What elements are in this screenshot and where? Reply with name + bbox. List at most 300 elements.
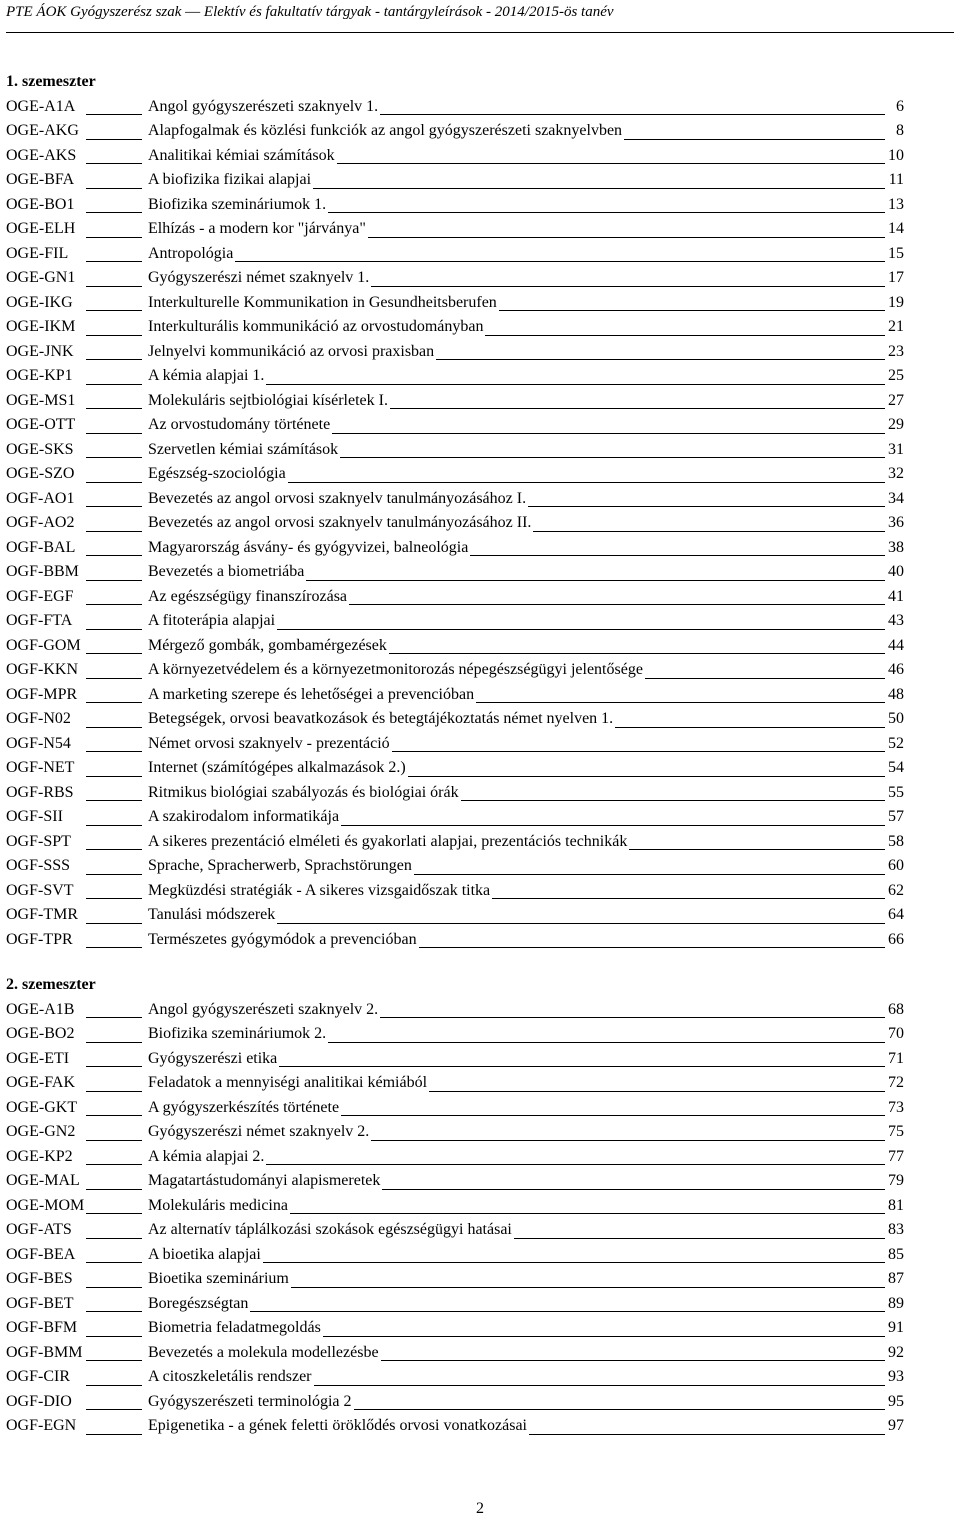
leader-line (380, 114, 885, 115)
code-underline (86, 335, 142, 336)
course-title: Német orvosi szaknyelv - prezentáció (148, 734, 390, 752)
course-title: Gyógyszerészi etika (148, 1049, 278, 1067)
code-underline (86, 1360, 142, 1361)
course-title: Betegségek, orvosi beavatkozások és betegtájékoztatás német nyelven 1. (148, 710, 614, 727)
page-ref: 70 (888, 1025, 904, 1042)
toc-entry (6, 1365, 904, 1390)
leader-line (390, 408, 885, 409)
leader-line (528, 506, 885, 507)
page-ref: 95 (888, 1392, 904, 1410)
toc-entry (6, 585, 904, 610)
toc-entry (6, 1267, 904, 1292)
leader-line (381, 1360, 885, 1361)
toc-entry (6, 1047, 904, 1072)
course-title: A marketing szerepe és lehetőségei a prevencióban (148, 685, 475, 703)
course-title: Magyarország ásvány- és gyógyvizei, balneológia (148, 538, 469, 556)
code-underline (86, 629, 142, 630)
page-ref: 46 (888, 661, 904, 678)
course-code: OGF-ATS (6, 1221, 72, 1238)
page-ref: 54 (888, 759, 904, 776)
leader-line (514, 1238, 885, 1239)
course-code: OGF-GOM (6, 636, 81, 654)
toc-entry (6, 1243, 904, 1268)
toc-entry (6, 1341, 904, 1366)
leader-line (277, 629, 885, 630)
code-underline (86, 384, 142, 385)
code-underline (86, 898, 142, 899)
course-title: Antropológia (148, 244, 234, 262)
course-title: Molekuláris sejtbiológiai kísérletek I. (148, 391, 388, 409)
page-ref: 66 (888, 930, 904, 948)
course-code: OGE-FAK (6, 1074, 76, 1091)
code-underline (86, 310, 142, 311)
page-ref: 64 (888, 906, 904, 923)
page-ref: 17 (888, 269, 904, 286)
page-ref: 73 (888, 1098, 904, 1116)
code-underline (86, 1164, 142, 1165)
toc-entry (6, 609, 904, 634)
course-code: OGF-NET (6, 759, 75, 776)
course-code: OGE-OTT (6, 416, 76, 433)
toc-entry (6, 1071, 904, 1096)
page-ref: 40 (888, 563, 904, 580)
leader-line (266, 384, 885, 385)
course-title: Az alternatív táplálkozási szokások egészségügyi hatásai (148, 1221, 512, 1238)
toc-entry (6, 413, 904, 438)
course-title: Biofizika szemináriumok 2. (148, 1025, 327, 1042)
toc-entry (6, 634, 904, 659)
toc-entry (6, 242, 904, 267)
course-title: Egészség-szociológia (148, 465, 286, 482)
leader-line (389, 653, 885, 654)
leader-line (392, 751, 885, 752)
course-title: A gyógyszerkészítés története (148, 1098, 340, 1116)
toc-entry (6, 903, 904, 928)
course-title: A biofizika fizikai alapjai (148, 171, 312, 188)
page-ref: 13 (888, 195, 904, 213)
code-underline (86, 604, 142, 605)
page-ref: 58 (888, 832, 904, 850)
page-ref: 41 (888, 587, 904, 605)
toc-entry (6, 756, 904, 781)
leader-line (337, 163, 885, 164)
code-underline (86, 1385, 142, 1386)
leader-line (340, 457, 885, 458)
leader-line (492, 898, 885, 899)
course-title: A sikeres prezentáció elméleti és gyakorlati alapjai, prezentációs technikák (148, 832, 628, 850)
code-underline (86, 874, 142, 875)
code-underline (86, 1336, 142, 1337)
code-underline (86, 825, 142, 826)
page-ref: 8 (896, 122, 904, 139)
page-ref: 79 (888, 1172, 904, 1189)
page-ref: 29 (888, 416, 904, 433)
course-code: OGE-MAL (6, 1172, 80, 1189)
page-ref: 97 (888, 1417, 904, 1434)
course-code: OGE-AKG (6, 122, 79, 139)
course-title: Szervetlen kémiai számítások (148, 440, 339, 458)
code-underline (86, 482, 142, 483)
page-ref: 34 (888, 489, 904, 507)
toc-entry (6, 1390, 904, 1415)
page-ref: 89 (888, 1294, 904, 1312)
page-ref: 81 (888, 1196, 904, 1214)
page-ref: 14 (888, 220, 904, 237)
code-underline (86, 849, 142, 850)
leader-line (341, 1115, 885, 1116)
code-underline (86, 408, 142, 409)
toc-entry (6, 291, 904, 316)
document-header: PTE ÁOK Gyógyszerész szak ― Elektív és fakultatív tárgyak - tantárgyleírások - 2014/2015-ös tanév (6, 4, 614, 20)
toc-entry (6, 364, 904, 389)
course-code: OGF-EGN (6, 1417, 77, 1434)
course-title: Boregészségtan (148, 1294, 249, 1312)
course-title: Molekuláris medicina (148, 1196, 288, 1214)
course-code: OGF-MPR (6, 685, 78, 703)
page-ref: 11 (888, 171, 904, 188)
code-underline (86, 1434, 142, 1435)
page-number: 2 (476, 1500, 484, 1517)
leader-line (354, 1409, 886, 1410)
course-code: OGF-TMR (6, 906, 79, 923)
course-code: OGE-KP1 (6, 367, 73, 384)
leader-line (408, 776, 885, 777)
toc-entry (6, 732, 904, 757)
course-title: Bevezetés az angol orvosi szaknyelv tanulmányozásához I. (148, 489, 527, 507)
course-code: OGF-SII (6, 808, 63, 825)
toc-entry (6, 560, 904, 585)
code-underline (86, 114, 142, 115)
toc-entry (6, 1096, 904, 1121)
code-underline (86, 1409, 142, 1410)
page-ref: 31 (888, 440, 904, 458)
code-underline (86, 1189, 142, 1190)
code-underline (86, 1238, 142, 1239)
leader-line (306, 580, 885, 581)
leader-line (470, 555, 885, 556)
page-ref: 91 (888, 1319, 904, 1336)
page-ref: 62 (888, 881, 904, 899)
page-ref: 10 (888, 146, 904, 164)
code-underline (86, 1042, 142, 1043)
code-underline (86, 433, 142, 434)
code-underline (86, 531, 142, 532)
table-of-contents (6, 70, 904, 1460)
toc-entry (6, 683, 904, 708)
leader-line (279, 1066, 885, 1067)
leader-line (371, 1140, 885, 1141)
page-ref: 57 (888, 808, 904, 825)
page-ref: 21 (888, 318, 904, 335)
leader-line (291, 1287, 885, 1288)
page-ref: 93 (888, 1368, 904, 1385)
leader-line (250, 1311, 885, 1312)
semester-section (6, 70, 904, 952)
code-underline (86, 800, 142, 801)
course-code: OGF-SSS (6, 857, 71, 874)
code-underline (86, 1091, 142, 1092)
course-title: Ritmikus biológiai szabályozás és biológiai órák (148, 783, 459, 801)
code-underline (86, 1213, 142, 1214)
semester-title: 1. szemeszter (6, 73, 96, 90)
course-code: OGE-ETI (6, 1049, 70, 1067)
course-title: Tanulási módszerek (148, 906, 276, 923)
course-title: Jelnyelvi kommunikáció az orvosi praxisban (148, 342, 435, 360)
course-title: Gyógyszerészeti terminológia 2 (148, 1392, 352, 1410)
toc-entry (6, 340, 904, 365)
course-title: Természetes gyógymódok a prevencióban (148, 930, 417, 948)
course-title: Bevezetés az angol orvosi szaknyelv tanulmányozásához II. (148, 514, 532, 531)
leader-line (429, 1091, 885, 1092)
code-underline (86, 555, 142, 556)
course-code: OGE-FIL (6, 244, 69, 262)
course-title: A citoszkeletális rendszer (148, 1368, 312, 1385)
course-code: OGF-BAL (6, 538, 76, 556)
course-code: OGF-AO2 (6, 514, 75, 531)
code-underline (86, 678, 142, 679)
toc-entry (6, 830, 904, 855)
leader-line (629, 849, 885, 850)
course-title: A környezetvédelem és a környezetmonitorozás népegészségügyi jelentősége (148, 661, 643, 678)
course-code: OGE-IKG (6, 293, 73, 311)
toc-entry (6, 511, 904, 536)
toc-entry (6, 217, 904, 242)
toc-entry (6, 95, 904, 120)
course-code: OGE-KP2 (6, 1147, 73, 1165)
leader-line (533, 531, 885, 532)
page-ref: 50 (888, 710, 904, 727)
page-ref: 60 (888, 857, 904, 874)
leader-line (290, 1213, 885, 1214)
course-code: OGF-N54 (6, 734, 71, 752)
code-underline (86, 188, 142, 189)
code-underline (86, 1311, 142, 1312)
leader-line (314, 1385, 886, 1386)
course-code: OGE-SZO (6, 465, 75, 482)
course-title: Bioetika szeminárium (148, 1270, 289, 1287)
course-code: OGF-BFM (6, 1319, 78, 1336)
page-ref: 83 (888, 1221, 904, 1238)
course-code: OGF-SPT (6, 832, 71, 850)
code-underline (86, 1287, 142, 1288)
course-code: OGE-JNK (6, 342, 74, 360)
course-title: Angol gyógyszerészeti szaknyelv 2. (148, 1000, 379, 1018)
toc-entry (6, 1022, 904, 1047)
page-ref: 6 (896, 97, 904, 115)
header-divider (6, 32, 954, 33)
course-title: A kémia alapjai 1. (148, 367, 265, 384)
code-underline (86, 653, 142, 654)
code-underline (86, 1262, 142, 1263)
toc-entry (6, 315, 904, 340)
course-code: OGE-AKS (6, 146, 77, 164)
page-ref: 71 (888, 1049, 904, 1067)
course-title: Magatartástudományi alapismeretek (148, 1172, 381, 1189)
leader-line (615, 727, 885, 728)
page-ref: 36 (888, 514, 904, 531)
page-ref: 77 (888, 1147, 904, 1165)
course-code: OGF-SVT (6, 881, 74, 899)
code-underline (86, 923, 142, 924)
toc-entry (6, 438, 904, 463)
toc-entry (6, 119, 904, 144)
course-title: Az orvostudomány története (148, 416, 331, 433)
course-code: OGE-GN2 (6, 1123, 76, 1140)
leader-line (382, 1189, 885, 1190)
course-title: Mérgező gombák, gombamérgezések (148, 636, 387, 654)
course-code: OGF-RBS (6, 783, 74, 801)
course-title: Az egészségügy finanszírozása (148, 587, 348, 605)
leader-line (436, 359, 885, 360)
page-ref: 32 (888, 465, 904, 482)
page-ref: 52 (888, 734, 904, 752)
leader-line (263, 1262, 885, 1263)
course-code: OGE-BO2 (6, 1025, 75, 1042)
code-underline (86, 237, 142, 238)
course-title: A szakirodalom informatikája (148, 808, 340, 825)
page-ref: 44 (888, 636, 904, 654)
course-code: OGF-BEA (6, 1245, 76, 1263)
page-ref: 43 (888, 612, 904, 629)
toc-entry (6, 1414, 904, 1439)
toc-entry (6, 854, 904, 879)
toc-entry (6, 193, 904, 218)
course-code: OGE-MOM (6, 1196, 85, 1214)
toc-entry (6, 805, 904, 830)
toc-entry (6, 462, 904, 487)
page-ref: 15 (888, 244, 904, 262)
course-title: Elhízás - a modern kor "járványa" (148, 220, 366, 237)
toc-entry (6, 389, 904, 414)
leader-line (529, 1434, 885, 1435)
page-ref: 55 (888, 783, 904, 801)
leader-line (380, 1017, 885, 1018)
code-underline (86, 727, 142, 728)
code-underline (86, 580, 142, 581)
code-underline (86, 1017, 142, 1018)
course-code: OGE-A1B (6, 1000, 75, 1018)
course-code: OGF-AO1 (6, 489, 75, 507)
course-code: OGE-A1A (6, 97, 76, 115)
leader-line (323, 1336, 885, 1337)
course-code: OGE-BO1 (6, 195, 75, 213)
toc-entry (6, 487, 904, 512)
course-code: OGE-BFA (6, 171, 75, 188)
course-title: Biofizika szemináriumok 1. (148, 195, 327, 213)
toc-entry (6, 266, 904, 291)
code-underline (86, 212, 142, 213)
leader-line (419, 947, 885, 948)
toc-entry (6, 658, 904, 683)
course-title: Megküzdési stratégiák - A sikeres vizsgaidőszak titka (148, 881, 491, 899)
leader-line (414, 874, 885, 875)
course-code: OGF-TPR (6, 930, 73, 948)
course-title: Epigenetika - a gének feletti öröklődés orvosi vonatkozásai (148, 1417, 527, 1434)
course-code: OGF-BET (6, 1294, 74, 1312)
toc-entry (6, 928, 904, 953)
course-title: Internet (számítógépes alkalmazások 2.) (148, 759, 406, 776)
code-underline (86, 506, 142, 507)
toc-entry (6, 144, 904, 169)
code-underline (86, 751, 142, 752)
semester-title: 2. szemeszter (6, 976, 96, 993)
course-title: Gyógyszerészi német szaknyelv 2. (148, 1123, 370, 1140)
leader-line (277, 923, 885, 924)
leader-line (476, 702, 885, 703)
leader-line (341, 825, 885, 826)
course-title: Biometria feladatmegoldás (148, 1319, 321, 1336)
course-code: OGF-DIO (6, 1392, 72, 1410)
code-underline (86, 947, 142, 948)
toc-entry (6, 1194, 904, 1219)
course-title: Interkulturelle Kommunikation in Gesundheitsberufen (148, 293, 497, 311)
course-title: Analitikai kémiai számítások (148, 146, 335, 164)
leader-line (332, 433, 885, 434)
course-code: OGF-BBM (6, 563, 79, 580)
toc-entry (6, 1316, 904, 1341)
course-code: OGE-MS1 (6, 391, 76, 409)
course-title: Interkulturális kommunikáció az orvostudományban (148, 318, 484, 335)
leader-line (313, 188, 885, 189)
course-code: OGF-EGF (6, 587, 74, 605)
code-underline (86, 457, 142, 458)
page-ref: 19 (888, 293, 904, 311)
course-code: OGF-N02 (6, 710, 71, 727)
leader-line (485, 335, 885, 336)
page-ref: 48 (888, 685, 904, 703)
leader-line (371, 286, 885, 287)
code-underline (86, 261, 142, 262)
course-title: A bioetika alapjai (148, 1245, 261, 1263)
course-code: OGE-ELH (6, 220, 76, 237)
code-underline (86, 1140, 142, 1141)
toc-entry (6, 707, 904, 732)
toc-entry (6, 781, 904, 806)
leader-line (499, 310, 885, 311)
page-ref: 25 (888, 367, 904, 384)
leader-line (328, 212, 885, 213)
code-underline (86, 163, 142, 164)
page-ref: 38 (888, 538, 904, 556)
toc-entry (6, 168, 904, 193)
leader-line (235, 261, 885, 262)
course-code: OGF-KKN (6, 661, 78, 678)
course-code: OGE-IKM (6, 318, 76, 335)
leader-line (349, 604, 885, 605)
leader-line (328, 1042, 885, 1043)
toc-entry (6, 1169, 904, 1194)
leader-line (461, 800, 885, 801)
course-code: OGE-GKT (6, 1098, 78, 1116)
code-underline (86, 359, 142, 360)
leader-line (266, 1164, 885, 1165)
course-title: A fitoterápia alapjai (148, 612, 276, 629)
page-ref: 92 (888, 1343, 904, 1361)
course-code: OGF-BMM (6, 1343, 83, 1361)
course-title: Gyógyszerészi német szaknyelv 1. (148, 269, 370, 286)
page-ref: 87 (888, 1270, 904, 1287)
leader-line (624, 139, 885, 140)
code-underline (86, 286, 142, 287)
page-ref: 72 (888, 1074, 904, 1091)
toc-entry (6, 536, 904, 561)
code-underline (86, 139, 142, 140)
course-code: OGF-FTA (6, 612, 73, 629)
semester-section (6, 973, 904, 1439)
page-ref: 23 (888, 342, 904, 360)
toc-entry (6, 1292, 904, 1317)
page-ref: 75 (888, 1123, 904, 1140)
